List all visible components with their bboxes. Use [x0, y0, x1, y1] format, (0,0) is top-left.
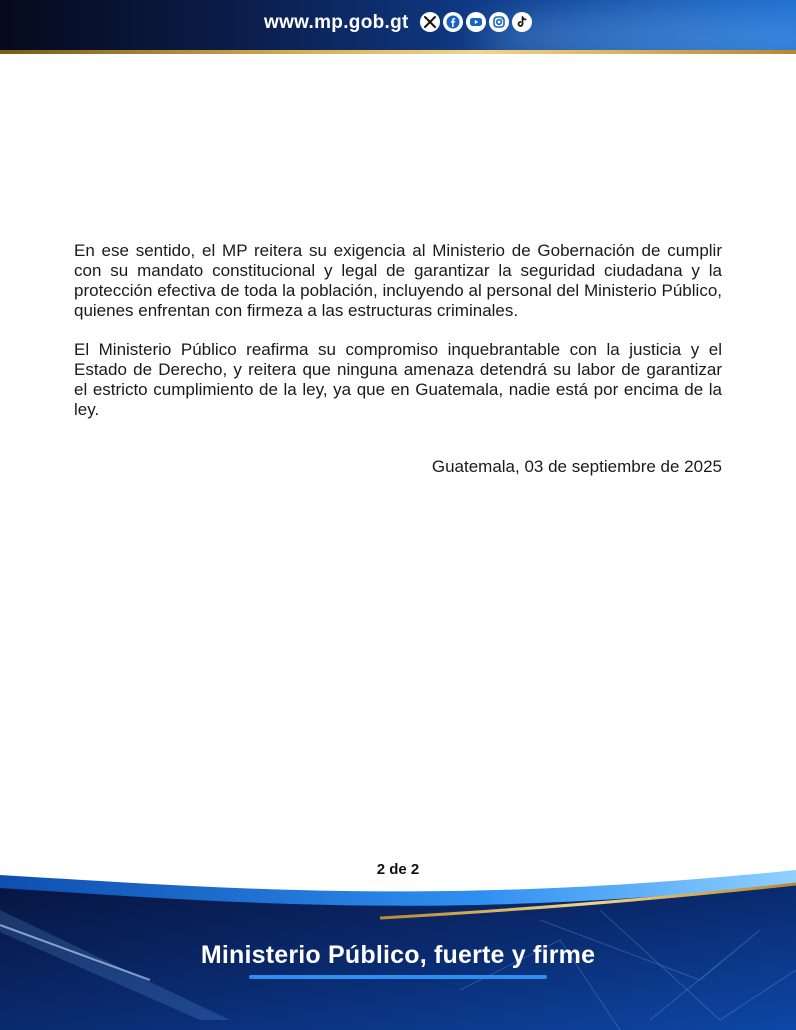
- footer-slogan: Ministerio Público, fuerte y firme: [200, 941, 596, 969]
- page-number: 2 de 2: [376, 861, 420, 878]
- paragraph-1: En ese sentido, el MP reitera su exigencia al Ministerio de Gobernación de cumplir con su mandato constitucional y legal de garantizar la seguridad ciudadana y la protección efectiva de toda la población, incluyendo al personal del Ministerio Público, quienes enfrentan con firmeza a las estructuras criminales.: [74, 241, 722, 320]
- header-banner: [0, 0, 796, 50]
- date-line: Guatemala, 03 de septiembre de 2025: [431, 457, 722, 476]
- slogan-underline: [249, 975, 547, 979]
- youtube-icon[interactable]: [466, 12, 486, 32]
- tiktok-icon[interactable]: [512, 12, 532, 32]
- facebook-icon[interactable]: [443, 12, 463, 32]
- header-gold-line: [0, 50, 796, 54]
- x-icon[interactable]: [420, 12, 440, 32]
- instagram-icon[interactable]: [489, 12, 509, 32]
- site-url[interactable]: www.mp.gob.gt: [264, 12, 409, 33]
- statement-body: [74, 241, 722, 420]
- paragraph-2: El Ministerio Público reafirma su compromiso inquebrantable con la justicia y el Estado de Derecho, y reitera que ninguna amenaza detendrá su labor de garantizar el estricto cumplimiento de la ley, ya que en Guatemala, nadie está por encima de la ley.: [74, 340, 722, 419]
- social-links: [420, 12, 532, 32]
